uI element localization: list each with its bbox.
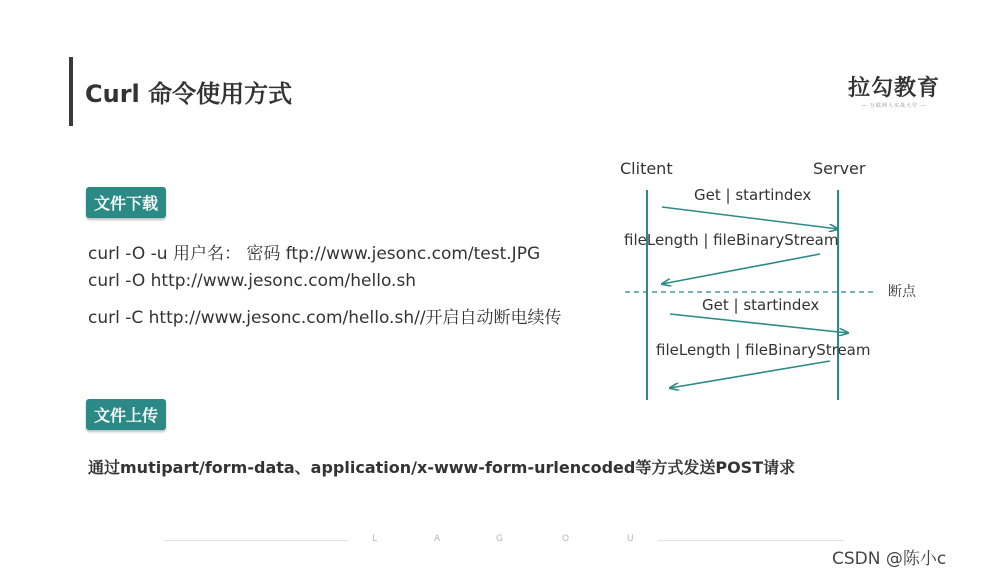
message-1-label: Get | startindex [694,186,812,204]
footer-letter-g: G [496,534,503,544]
download-command-1: curl -O -u 用户名： 密码 ftp://www.jesonc.com/test.JPG [88,244,541,264]
message-2-arrow [662,254,820,284]
message-3-arrow [670,314,848,333]
logo-sub-text: — 互联网人实战大学 — [861,103,927,109]
upload-badge: 文件上传 [86,399,166,430]
message-1-arrow [662,207,838,229]
breakpoint-label: 断点 [888,284,916,300]
footer-letter-a: A [434,534,441,544]
upload-description: 通过mutipart/form-data、application/x-www-form-urlencoded等方式发送POST请求 [88,458,796,477]
logo-main-text: 拉勾教育 [848,76,941,101]
page-title: Curl 命令使用方式 [85,80,293,108]
message-4-label: fileLength | fileBinaryStream [656,341,871,359]
client-label: Clitent [620,159,673,178]
message-4-arrow [670,361,830,388]
download-badge: 文件下载 [86,187,166,218]
footer-letter-u: U [627,534,634,544]
footer-letter-l: L [372,534,378,544]
download-command-2: curl -O http://www.jesonc.com/hello.sh [88,271,417,291]
server-label: Server [813,159,866,178]
footer-line-right [658,540,844,541]
footer-line-left [163,540,349,541]
message-3-label: Get | startindex [702,296,820,314]
footer-letter-o: O [562,534,570,544]
message-2-label: fileLength | fileBinaryStream [624,231,839,249]
download-command-3: curl -C http://www.jesonc.com/hello.sh//开启自动断电续传 [88,308,562,328]
csdn-watermark: CSDN @陈小c [832,549,947,569]
